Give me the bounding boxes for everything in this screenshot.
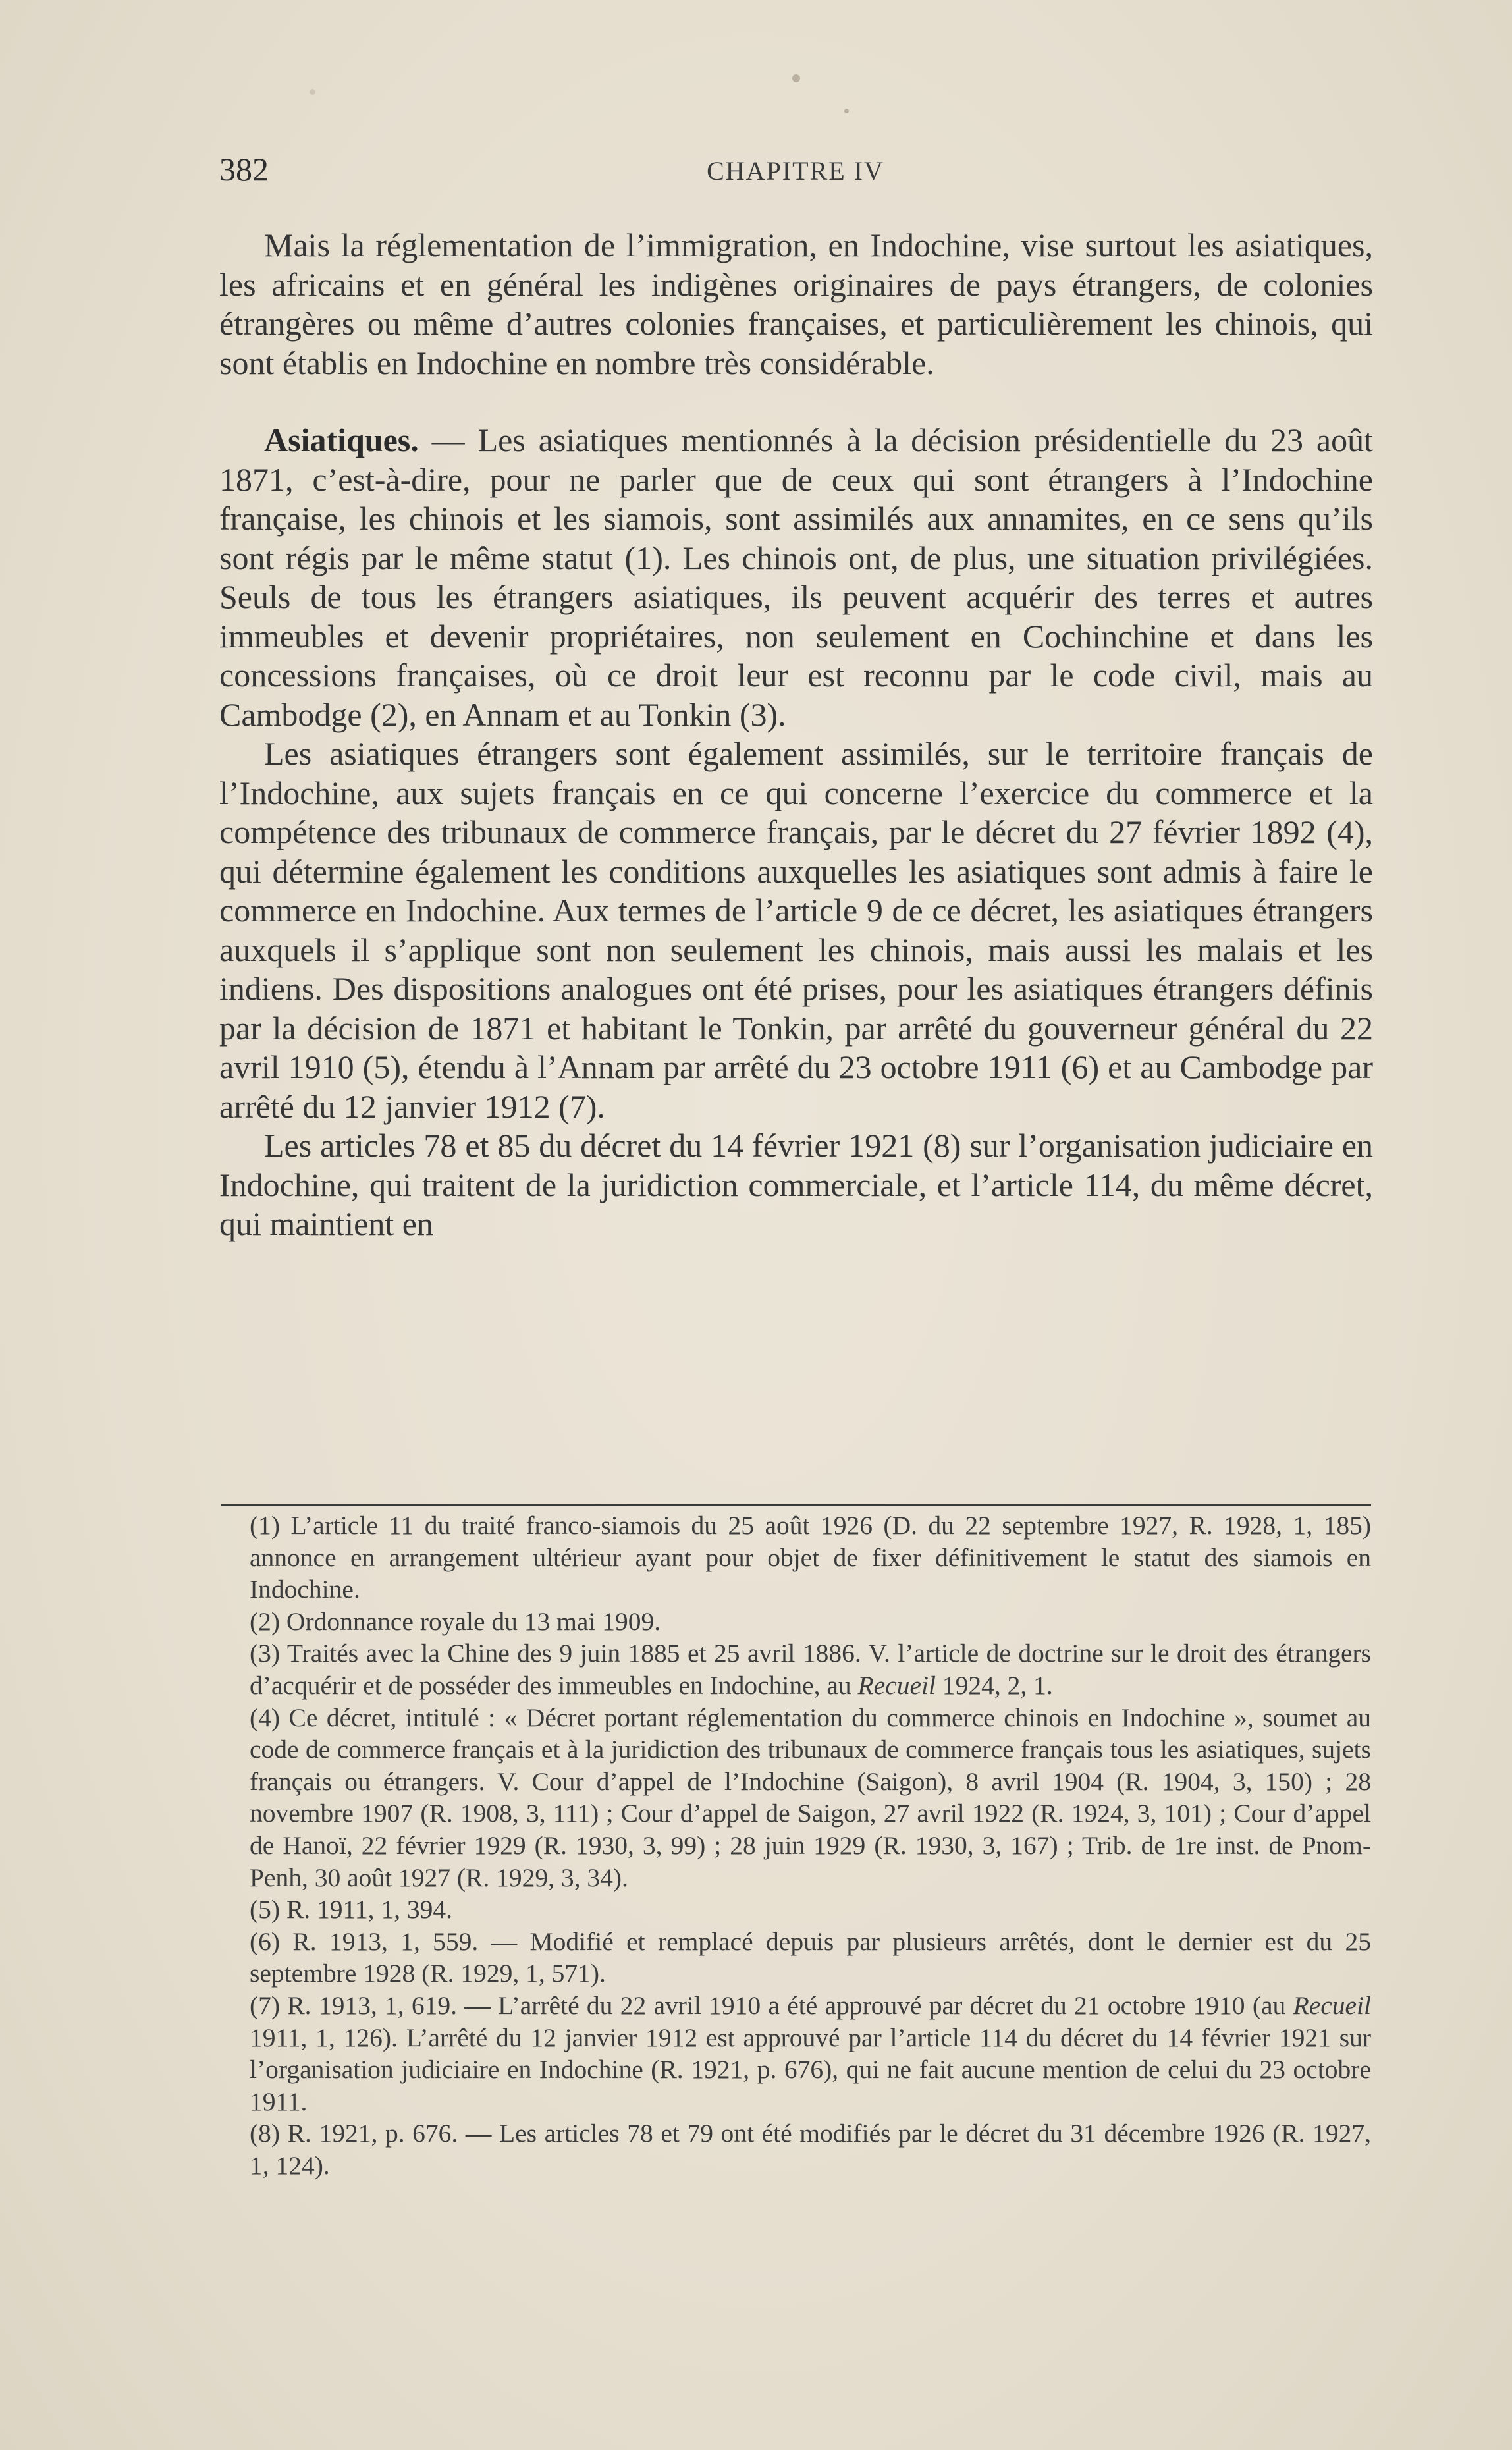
paragraph-commerce: Les asiatiques étrangers sont également assimilés, sur le territoire français de l’Indochine, aux sujets français en ce qui concerne l’exercice du commerce et la compétence des tribunaux de commerce français, par le décret du 27 février 1892 (4), qui détermine également les conditions auxquelles les asiatiques sont admis à faire le commerce en Indochine. Aux termes de l’article 9 de ce décret, les asiatiques étrangers auxquels il s’applique sont non seulement les chinois, mais aussi les malais et les indiens. Des dispositions analogues ont été prises, pour les asiatiques étrangers définis par la décision de 1871 et habitant le Tonkin, par arrêté du gouverneur général du 22 avril 1910 (5), étendu à l’Annam par arrêté du 23 octobre 1911 (6) et au Cambodge par arrêté du 12 janvier 1912 (7). (219, 735, 1373, 1125)
footnote-4: (4) Ce décret, intitulé : « Décret portant réglementation du commerce chinois en Indochine », soumet au code de commerce français et à la juridiction des tribunaux de commerce français tous les asiatiques, sujets français ou étrangers. V. Cour d’appel de l’Indochine (Saigon), 8 avril 1904 (R. 1904, 3, 150) ; 28 novembre 1907 (R. 1908, 3, 111) ; Cour d’appel de Saigon, 27 avril 1922 (R. 1924, 3, 101) ; Cour d’appel de Hanoï, 22 février 1929 (R. 1930, 3, 99) ; 28 juin 1929 (R. 1930, 3, 167) ; Trib. de 1re inst. de Pnom-Penh, 30 août 1927 (R. 1929, 3, 34). (250, 1702, 1371, 1892)
page-number: 382 (219, 151, 269, 188)
footnote-6: (6) R. 1913, 1, 559. — Modifié et remplacé depuis par plusieurs arrêtés, dont le dernier est du 25 septembre 1928 (R. 1929, 1, 571). (250, 1926, 1371, 1988)
footnote-5: (5) R. 1911, 1, 394. (250, 1895, 452, 1924)
paragraph-immigration: Mais la réglementation de l’immigration, en Indochine, vise surtout les asiatiques, les africains et en général les indigènes originaires de pays étrangers, de colonies étrangères ou même d’autres colonies françaises, et particulièrement les chinois, qui sont établis en Indochine en nombre très considérable. (219, 227, 1373, 381)
footnote-1: (1) L’article 11 du traité franco-siamois du 25 août 1926 (D. du 22 septembre 1927, R. 1928, 1, 185) annonce en arrangement ultérieur ayant pour objet de fixer définitivement le statut des siamois en Indochine. (250, 1511, 1371, 1604)
footnotes (250, 1510, 1371, 2181)
paragraph-asiatiques-text: — Les asiatiques mentionnés à la décision présidentielle du 23 août 1871, c’est-à-dire, pour ne parler que de ceux qui sont étrangers à l’Indochine française, les chinois et les siamois, sont assimilés aux annamites, en ce sens qu’ils sont régis par le même statut (1). Les chinois ont, de plus, une situation privilégiées. Seuls de tous les étrangers asiatiques, ils peuvent acquérir des terres et autres immeubles et devenir propriétaires, non seulement en Cochinchine et dans les concessions françaises, où ce droit leur est reconnu par le code civil, mais au Cambodge (2), en Annam et au Tonkin (3). (219, 422, 1373, 733)
page-header (219, 150, 1372, 196)
footnote-rule (221, 1504, 1371, 1506)
footnote-7-end: 1911, 1, 126). L’arrêté du 12 janvier 1912 est approuvé par l’article 114 du décret du 14 février 1921 sur l’organisation judiciaire en Indochine (R. 1921, p. 676), qui ne fait aucune mention de celui du 23 octobre 1911. (250, 2023, 1371, 2116)
footnote-7-text: (7) R. 1913, 1, 619. — L’arrêté du 22 avril 1910 a été approuvé par décret du 21 octobre 1910 (au (250, 1990, 1293, 2020)
paper-speck (844, 109, 849, 113)
running-head: CHAPITRE IV (707, 156, 884, 186)
footnote-3-text: (3) Traités avec la Chine des 9 juin 1885 et 25 avril 1886. V. l’article de doctrine sur le droit des étrangers d’acquérir et de posséder des immeubles en Indochine, au (250, 1639, 1371, 1700)
paragraph-articles: Les articles 78 et 85 du décret du 14 février 1921 (8) sur l’organisation judiciaire en Indochine, qui traitent de la juridiction commerciale, et l’article 114, du même décret, qui maintient en (219, 1127, 1373, 1242)
main-text (219, 226, 1373, 1244)
footnote-7 (250, 1990, 1371, 2117)
footnote-7-recueil: Recueil (1293, 1990, 1371, 2020)
footnote-8: (8) R. 1921, p. 676. — Les articles 78 et 79 ont été modifiés par le décret du 31 décembre 1926 (R. 1927, 1, 124). (250, 2119, 1371, 2180)
paragraph-asiatiques (219, 421, 1373, 734)
footnote-2: (2) Ordonnance royale du 13 mai 1909. (250, 1606, 661, 1636)
paper-speck (792, 74, 800, 82)
footnote-3-end: 1924, 2, 1. (935, 1670, 1053, 1700)
footnote-3 (250, 1637, 1371, 1701)
paper-speck (310, 89, 315, 95)
footnote-3-recueil: Recueil (857, 1670, 936, 1700)
section-heading-asiatiques: Asiatiques. (264, 422, 419, 458)
